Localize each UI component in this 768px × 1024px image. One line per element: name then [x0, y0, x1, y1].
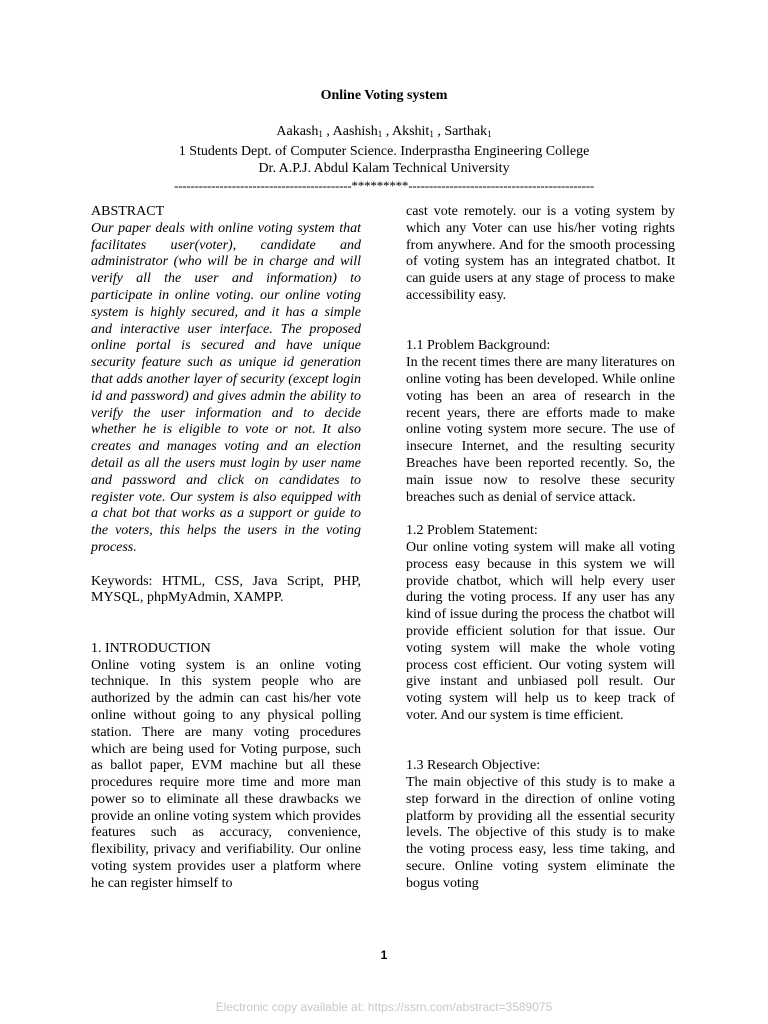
affiliation-department: 1 Students Dept. of Computer Science. Inderprastha Engineering College — [178, 144, 590, 159]
affiliation-university: Dr. A.P.J. Abdul Kalam Technical University — [258, 161, 510, 176]
right-column — [406, 204, 675, 893]
paper-title: Online Voting system — [320, 88, 448, 103]
introduction-text: Online voting system is an online voting technique. In this system people who are authorized by the admin can cast his/her vote online without going to any physical polling station. There are many voting procedures which are being used for Voting purpose, such as ballot paper, EVM machine but all these procedures require more time and more man power so to eliminate all these drawbacks we provide an online voting system which provides features such as accuracy, convenience, flexibility, privacy and verifiability. Our online voting system provides user a platform where he can register himself to — [91, 657, 361, 891]
research-objective-heading: 1.3 Research Objective: — [406, 758, 541, 774]
author-names: Aakash$_1$ , Aashish$_1$ , Akshit$_1$ , Sarthak$_1$ — [276, 124, 492, 139]
problem-background-heading: 1.1 Problem Background: — [406, 338, 551, 354]
author-name: Sarthak — [444, 124, 488, 139]
author-name: Aashish — [332, 124, 378, 139]
author-affiliation-mark: 1 — [377, 129, 383, 139]
introduction-heading: 1. INTRODUCTION — [91, 640, 211, 656]
author-block — [0, 123, 768, 194]
problem-statement-heading: 1.2 Problem Statement: — [406, 523, 538, 539]
problem-statement-text: Our online voting system will make all voting process easy because in this system we will provide chatbot, which will help every user during the voting process. If any user has any kind of issue during the process the chatbot will provide efficient solution for that issue. Our voting system will make the whole voting process cost efficient. Our voting system will give instant and unbiased poll result. Our voting system will help us to keep track of voter. And our system is time efficient. — [406, 539, 675, 723]
keywords: Keywords: HTML, CSS, Java Script, PHP, MYSQL, phpMyAdmin, XAMPP. — [91, 573, 361, 606]
author-affiliation-mark: 1 — [487, 129, 492, 139]
page-number: 1 — [380, 948, 388, 962]
abstract-text: Our paper deals with online voting system that facilitates user(voter), candidate and administrator (who will be in charge and will verify all the user and information) to participate in online voting. our online voting system is highly secured, and it has a simple and interactive user interface. The proposed online portal is secured and have unique security feature such as unique id generation that adds another layer of security (except login id and password) and gives admin the ability to verify the user information and to decide whether he is eligible to vote or not. It also creates and manages voting and an election detail as all the users must login by user name and password and click on candidates to register vote. Our system is also equipped with a chat bot that works as a support or guide to the voters, this helps the users in the voting process. — [91, 220, 361, 555]
author-affiliation-mark: 1 — [429, 129, 434, 139]
header-separator: -------------------------------------------*********--------------------------------------------- — [173, 178, 595, 193]
problem-background-text: In the recent times there are many literatures on online voting has been developed. While online voting has been an area of research in the recent years, there are efforts made to make online voting system more secure. The use of insecure Internet, and the resulting security Breaches have been reported recently. So, the main issue now to resolve these security breaches such as denial of service attack. — [406, 355, 675, 505]
abstract-heading: ABSTRACT — [91, 204, 165, 219]
introduction-continued: cast vote remotely. our is a voting system by which any Voter can use his/her voting rights from anywhere. And for the smooth processing of voting system has an integrated chatbot. It can guide users at any stage of process to make accessibility easy. — [406, 204, 675, 303]
author-name: Akshit — [391, 124, 430, 139]
author-name: Aakash — [276, 124, 319, 139]
author-affiliation-mark: 1 — [318, 129, 323, 139]
research-objective-text: The main objective of this study is to make a step forward in the direction of online voting platform by providing all the essential security levels. The objective of this study is to make the voting process easy, less time taking, and secure. Online voting system eliminate the bogus voting — [406, 775, 675, 891]
ssrn-footer: Electronic copy available at: https://ssrn.com/abstract=3589075 — [215, 1000, 553, 1014]
left-column — [91, 204, 361, 893]
